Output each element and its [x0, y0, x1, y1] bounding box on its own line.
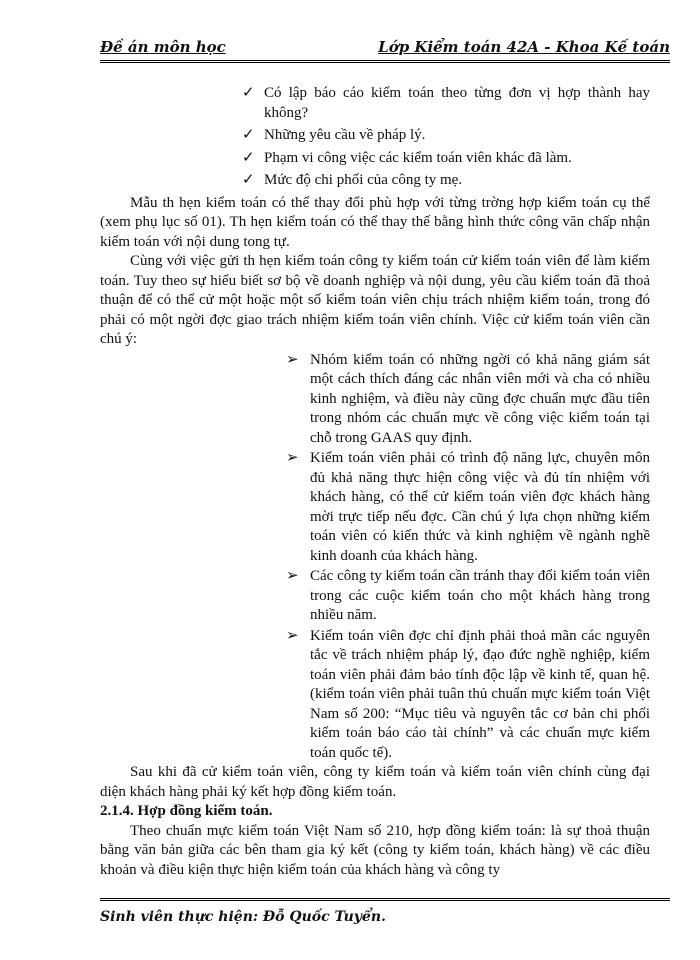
checkmark-icon: ✓: [242, 149, 255, 166]
arrow-bullet-icon: ➢: [286, 450, 299, 466]
check-item: [242, 84, 650, 123]
check-item: [242, 149, 650, 169]
arrow-item-text: Các công ty kiểm toán cần tránh thay đổi kiểm toán viên trong các cuộc kiểm toán cho một khách hàng trong nhiều năm.: [310, 568, 650, 623]
arrow-bullet-icon: ➢: [286, 351, 299, 368]
header-course: Đề án môn học: [100, 38, 226, 56]
paragraph-contract-definition: Theo chuẩn mực kiểm toán Việt Nam số 210, hợp đồng kiểm toán: là sự thoả thuận bằng văn bản giữa các bên tham gia ký kết (công ty kiểm toán, khách hàng) về các điều khoản và điều kiện thực hiện kiểm toán của khách hàng và công ty: [100, 822, 650, 878]
page-footer: Sinh viên thực hiện: Đỗ Quốc Tuyển.: [100, 909, 386, 925]
page-header: [100, 38, 670, 58]
paragraph-engagement-letter: Mẫu th hẹn kiểm toán có thể thay đổi phù hợp với từng trờng hợp kiểm toán cụ thể (xem phụ lục số 01). Th hẹn kiểm toán có thể thay thế bằng hình thức công văn chấp nhận kiểm toán với nội dung tong tự.: [100, 194, 650, 250]
check-item-text: Có lập báo cáo kiểm toán theo từng đơn vị hợp thành hay không?: [264, 85, 650, 121]
header-class: Lớp Kiểm toán 42A - Khoa Kế toán: [378, 38, 670, 56]
check-item: [242, 171, 650, 191]
arrow-item: [286, 449, 650, 566]
check-item-text: Phạm vi công việc các kiểm toán viên khác đã làm.: [264, 149, 572, 166]
arrow-bullet-icon: ➢: [286, 568, 299, 584]
check-item-text: Mức độ chi phối của công ty mẹ.: [264, 172, 463, 188]
arrow-item: [286, 627, 650, 764]
arrow-bullet-icon: ➢: [286, 627, 299, 644]
arrow-item-text: Kiểm toán viên đợc chỉ định phải thoả mãn các nguyên tắc về trách nhiệm pháp lý, đạo đức nghề nghiệp, kiểm toán viên phải đảm bảo tính độc lập về kinh tế, quan hệ. (kiểm toán viên phải tuân thủ chuẩn mực kiểm toán Việt Nam số 200: “Mục tiêu và nguyên tắc cơ bản chi phối kiểm toán báo cáo tài chính” và các chuẩn mực kiểm toán quốc tế).: [310, 627, 650, 761]
check-item: [242, 126, 650, 146]
footer-divider: [100, 898, 670, 901]
arrow-item: [286, 351, 650, 449]
arrow-item-text: Kiểm toán viên phải có trình độ năng lực, chuyên môn đủ khả năng thực hiện công việc và đủ tín nhiệm với khách hàng, có thể cử kiểm toán viên đợc khách hàng mời trực tiếp nếu đợc. Cần chú ý lựa chọn những kiểm toán viên có kiến thức và kinh nghiệm về ngành nghề kinh doanh của khách hàng.: [310, 450, 650, 564]
arrow-item-text: Nhóm kiểm toán có những ngời có khả năng giám sát một cách thích đáng các nhân viên mới và cha có nhiều kinh nghiệm, và điều này cũng đợc chuẩn mực đầu tiên trong nhóm các chuẩn mực về công việc kiểm toán tại chỗ trong GAAS quy định.: [310, 351, 650, 446]
section-heading: 2.1.4. Hợp đồng kiểm toán.: [100, 803, 273, 819]
checkmark-icon: ✓: [242, 127, 255, 143]
header-divider: [100, 60, 670, 63]
paragraph-contract-signing: Sau khi đã cử kiểm toán viên, công ty kiểm toán và kiểm toán viên chính cùng đại diện khách hàng phải ký kết hợp đồng kiểm toán.: [100, 764, 650, 800]
check-item-text: Những yêu cầu về pháp lý.: [264, 127, 426, 143]
checkmark-icon: ✓: [242, 85, 255, 101]
document-body: [100, 84, 650, 880]
arrow-item: [286, 567, 650, 626]
paragraph-auditor-assignment: Cùng với việc gửi th hẹn kiểm toán công ty kiểm toán cử kiểm toán viên để làm kiểm toán. Tuy theo sự hiểu biết sơ bộ về doanh nghiệp và nội dung, yêu cầu kiểm toán đã thoả thuận để có thể cử một hoặc một số kiểm toán viên chịu trách nhiệm kiểm toán, trong đó phải có một ngời đợc giao trách nhiệm kiểm toán viên chính. Việc cử kiểm toán viên cần chú ý:: [100, 253, 650, 347]
checkmark-icon: ✓: [242, 172, 255, 188]
